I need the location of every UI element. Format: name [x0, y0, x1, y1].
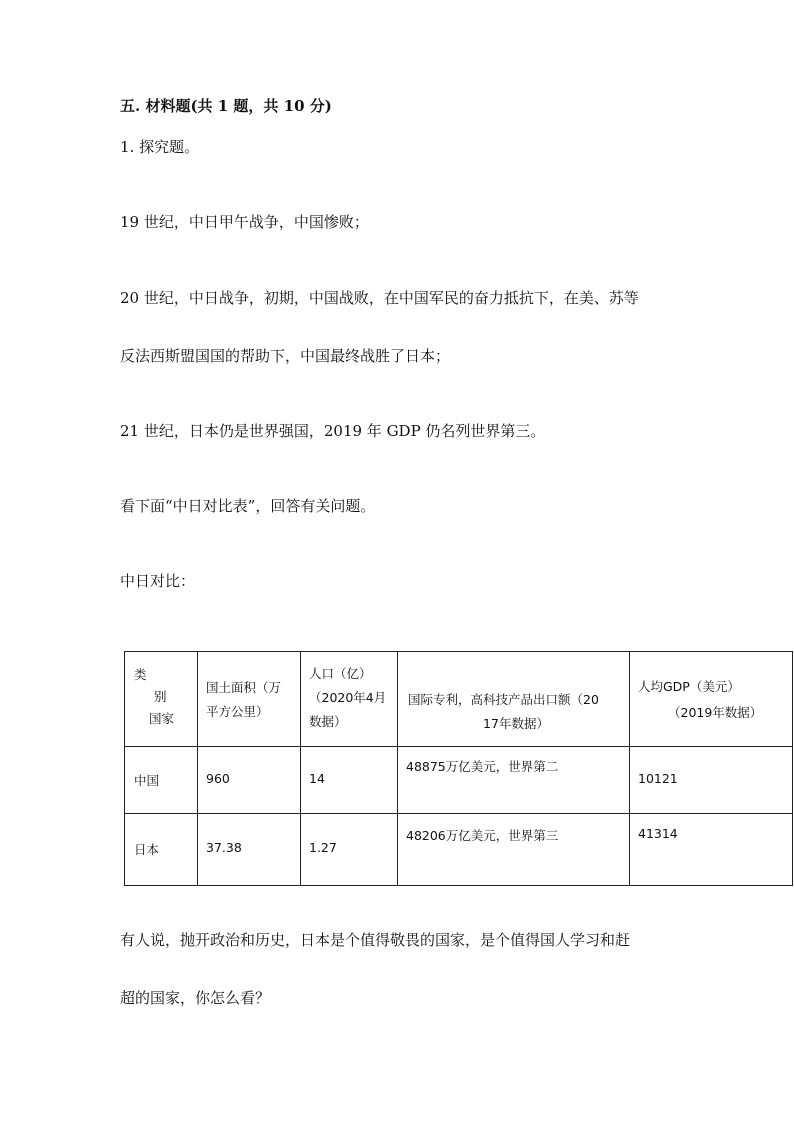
- header-exports-line-1: 国际专利，高科技产品出口额（20: [408, 692, 599, 707]
- cell-gdp: 41314: [630, 814, 793, 886]
- header-population-line-1: 人口（亿）: [309, 666, 372, 681]
- header-area-line-2: 平方公里）: [206, 704, 269, 719]
- header-population-line-2: （2020年4月: [309, 690, 387, 705]
- header-cell-category: [125, 652, 198, 747]
- table-header-row: [125, 652, 793, 747]
- header-category-line-3: 国家: [149, 711, 175, 726]
- table-row: [125, 814, 793, 886]
- cell-exports: 48875万亿美元，世界第二: [398, 747, 630, 814]
- cell-area: 960: [198, 747, 301, 814]
- cell-gdp: 10121: [630, 747, 793, 814]
- header-cell-population: [301, 652, 398, 747]
- table-row: [125, 747, 793, 814]
- cell-population: 14: [301, 747, 398, 814]
- cell-area: 37.38: [198, 814, 301, 886]
- cell-country: 日本: [125, 814, 198, 886]
- header-category-line-1: 类: [134, 667, 147, 682]
- question-label: 1. 探究题。: [120, 138, 200, 156]
- section-title: 五. 材料题(共 1 题，共 10 分): [120, 97, 332, 115]
- header-category-line-2: 别: [154, 689, 167, 704]
- paragraph-compare-heading: 中日对比：: [120, 572, 196, 590]
- paragraph-20th-century-2: 反法西斯盟国国的帮助下，中国最终战胜了日本；: [120, 347, 451, 365]
- header-area-line-1: 国土面积（万: [206, 680, 282, 695]
- paragraph-19th-century: 19 世纪，中日甲午战争，中国惨败；: [120, 213, 369, 231]
- header-cell-exports: [398, 652, 630, 747]
- paragraph-20th-century-1: 20 世纪，中日战争，初期，中国战败，在中国军民的奋力抵抗下，在美、苏等: [120, 289, 639, 307]
- paragraph-instruction: 看下面“中日对比表”，回答有关问题。: [120, 497, 376, 515]
- header-gdp-line-1: 人均GDP（美元）: [638, 679, 740, 694]
- header-gdp-line-2: （2019年数据）: [668, 705, 763, 720]
- cell-exports: 48206万亿美元，世界第三: [398, 814, 630, 886]
- cell-country: 中国: [125, 747, 198, 814]
- header-cell-area: [198, 652, 301, 747]
- comparison-table: [124, 651, 793, 886]
- header-population-line-3: 数据）: [309, 714, 347, 729]
- closing-line-1: 有人说，抛开政治和历史，日本是个值得敬畏的国家，是个值得国人学习和赶: [120, 931, 631, 949]
- closing-line-2: 超的国家，你怎么看？: [120, 989, 271, 1007]
- header-cell-gdp: [630, 652, 793, 747]
- paragraph-21st-century: 21 世纪，日本仍是世界强国，2019 年 GDP 仍名列世界第三。: [120, 422, 546, 440]
- header-exports-line-2: 17年数据）: [483, 716, 549, 731]
- cell-population: 1.27: [301, 814, 398, 886]
